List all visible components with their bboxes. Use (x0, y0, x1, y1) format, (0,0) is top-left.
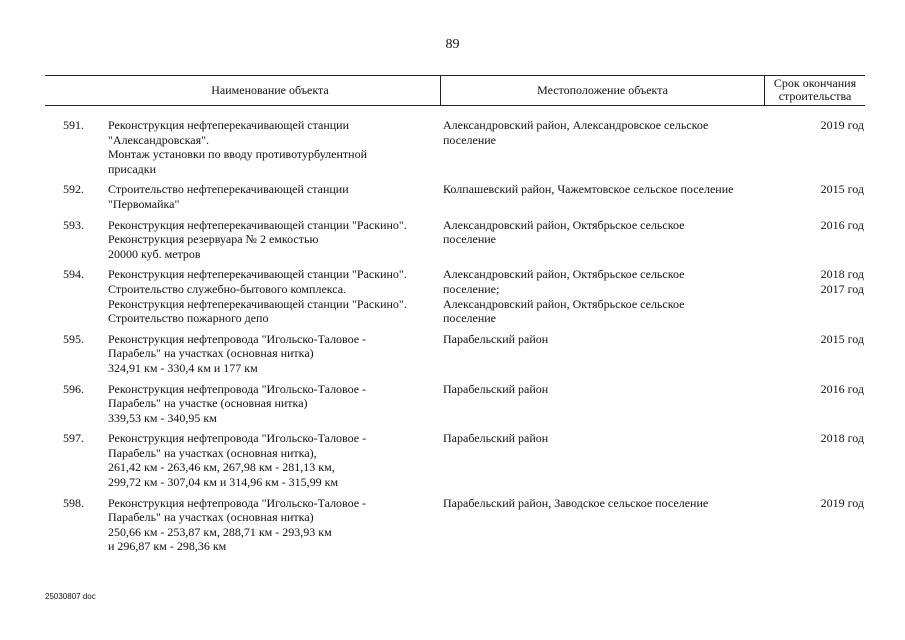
object-name-line: присадки (108, 161, 156, 176)
header-bottom-rule (45, 105, 865, 106)
object-location-line: Александровский район, Октябрьское сельское (443, 296, 685, 311)
table-row (45, 332, 865, 382)
header-deadline-line1: Срок окончания (773, 76, 857, 90)
table-row (45, 182, 865, 217)
object-name-line: Реконструкция нефтепровода "Игольско-Таловое - (108, 495, 367, 510)
object-name-line: и 296,87 км - 298,36 км (108, 539, 227, 554)
object-location (443, 118, 775, 182)
construction-deadline-line: 2018 год (820, 267, 864, 282)
object-name-line: Строительство пожарного депо (108, 311, 269, 326)
object-name (108, 496, 443, 560)
table-row (45, 218, 865, 268)
object-name (108, 431, 443, 495)
construction-deadline-line: 2015 год (820, 182, 864, 197)
row-number: 594. (63, 267, 84, 282)
objects-table-body (45, 118, 865, 560)
construction-deadline-line: 2018 год (820, 431, 864, 446)
construction-deadline-line: 2016 год (820, 217, 864, 232)
construction-deadline (775, 332, 865, 382)
object-location-line: Александровский район, Октябрьское сельское (443, 267, 685, 282)
object-location-line: Парабельский район (443, 431, 549, 446)
object-name-line: Реконструкция нефтеперекачивающей станции "Раскино". (108, 296, 407, 311)
construction-deadline (775, 267, 865, 331)
object-name-line: Реконструкция нефтепровода "Игольско-Таловое - (108, 331, 367, 346)
construction-deadline (775, 496, 865, 560)
object-name (108, 218, 443, 268)
construction-deadline-line: 2019 год (820, 118, 864, 132)
table-row (45, 382, 865, 432)
row-number: 591. (63, 118, 84, 132)
object-location (443, 431, 775, 495)
construction-deadline (775, 182, 865, 217)
object-location-line: Парабельский район (443, 381, 549, 396)
object-name-line: 299,72 км - 307,04 км и 314,96 км - 315,99 км (108, 475, 339, 490)
header-location-col: Местоположение объекта (537, 83, 668, 97)
object-name-line: "Александровская". (108, 132, 210, 147)
object-location-line: поселение (443, 232, 497, 247)
row-number: 597. (63, 431, 84, 446)
object-name (108, 182, 443, 217)
object-location-line: поселение (443, 132, 497, 147)
object-name-line: Парабель" на участках (основная нитка), (108, 445, 317, 460)
construction-deadline (775, 382, 865, 432)
object-location (443, 332, 775, 382)
construction-deadline (775, 431, 865, 495)
object-name-line: "Первомайка" (108, 196, 180, 211)
page-number: 89 (445, 37, 460, 52)
object-location-line: Парабельский район, Заводское сельское поселение (443, 495, 709, 510)
row-number: 596. (63, 381, 84, 396)
object-name-line: Строительство служебно-бытового комплекса. (108, 281, 347, 296)
object-name-line: 339,53 км - 340,95 км (108, 410, 217, 425)
header-deadline-col (765, 77, 865, 103)
table-row (45, 118, 865, 182)
object-name-line: 261,42 км - 263,46 км, 267,98 км - 281,13 км, (108, 460, 335, 475)
construction-deadline (775, 118, 865, 182)
row-number: 593. (63, 217, 84, 232)
object-location-line: поселение; (443, 281, 500, 296)
object-name-line: Реконструкция нефтепровода "Игольско-Таловое - (108, 431, 367, 446)
header-top-rule (45, 75, 865, 76)
header-name-col: Наименование объекта (211, 83, 329, 97)
object-name-line: Парабель" на участках (основная нитка) (108, 346, 314, 361)
object-name-line: 250,66 км - 253,87 км, 288,71 км - 293,93 км (108, 524, 332, 539)
object-location (443, 182, 775, 217)
row-number: 595. (63, 331, 84, 346)
header-deadline-line2: строительства (778, 89, 852, 103)
object-name-line: Реконструкция нефтеперекачивающей станции "Раскино". (108, 217, 407, 232)
object-name-line: Реконструкция нефтепровода "Игольско-Таловое - (108, 381, 367, 396)
object-location-line: Колпашевский район, Чажемтовское сельское поселение (443, 182, 734, 197)
object-name-line: 20000 куб. метров (108, 246, 201, 261)
construction-deadline-line: 2016 год (820, 381, 864, 396)
table-row (45, 496, 865, 560)
object-name-line: 324,91 км - 330,4 км и 177 км (108, 360, 258, 375)
object-location (443, 218, 775, 268)
footer-doc-id: 25030807 doc (45, 592, 96, 601)
object-name (108, 267, 443, 331)
object-location-line: Парабельский район (443, 331, 549, 346)
object-name-line: Парабель" на участках (основная нитка) (108, 510, 314, 525)
object-location-line: Александровский район, Октябрьское сельское (443, 217, 685, 232)
object-location (443, 496, 775, 560)
object-name-line: Парабель" на участке (основная нитка) (108, 396, 308, 411)
object-name-line: Реконструкция нефтеперекачивающей станции (108, 118, 350, 132)
objects-table (45, 118, 865, 560)
object-location-line: Александровский район, Александровское сельское (443, 118, 709, 132)
table-row (45, 267, 865, 331)
table-row (45, 431, 865, 495)
object-location (443, 267, 775, 331)
row-number: 592. (63, 182, 84, 197)
object-name-line: Реконструкция нефтеперекачивающей станции "Раскино". (108, 267, 407, 282)
construction-deadline-line: 2015 год (820, 331, 864, 346)
object-location-line: поселение (443, 311, 497, 326)
object-name (108, 118, 443, 182)
object-location (443, 382, 775, 432)
object-name-line: Строительство нефтеперекачивающей станции (108, 182, 349, 197)
object-name (108, 382, 443, 432)
construction-deadline (775, 218, 865, 268)
object-name-line: Монтаж установки по вводу противотурбулентной (108, 147, 368, 162)
construction-deadline-line: 2017 год (820, 281, 864, 296)
object-name-line: Реконструкция резервуара № 2 емкостью (108, 232, 319, 247)
construction-deadline-line: 2019 год (820, 495, 864, 510)
row-number: 598. (63, 495, 84, 510)
object-name (108, 332, 443, 382)
